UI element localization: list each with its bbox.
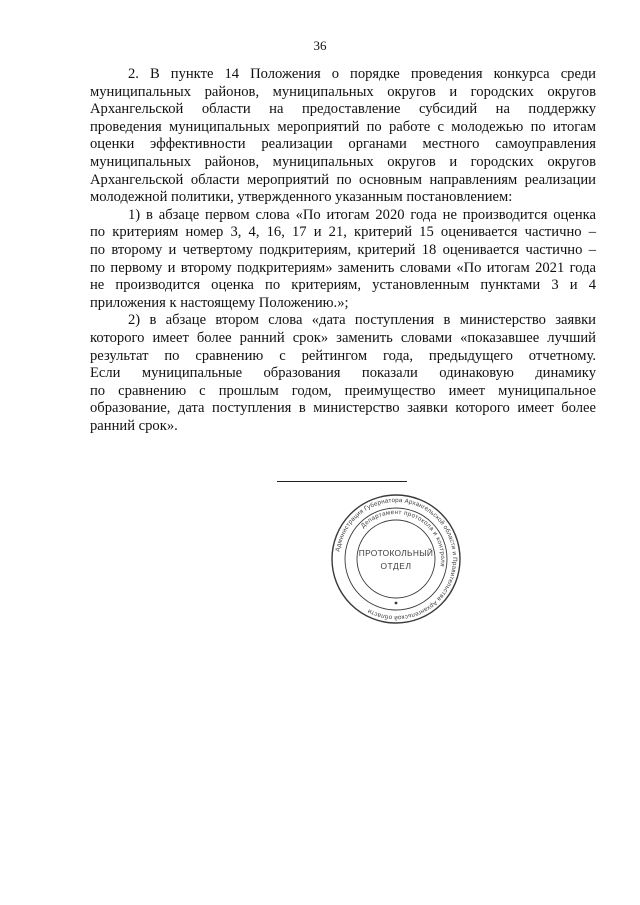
seal-center-text: ОТДЕЛ xyxy=(380,561,412,571)
paragraph-2-line: приложения к настоящему Положению.»; xyxy=(90,294,349,311)
separator-line xyxy=(277,481,407,482)
paragraph-2-line: не производится оценка по критериям, установленным пунктами 3 и 4 xyxy=(90,277,596,294)
paragraph-1-line: муниципальных районов, муниципальных округов и городских округов xyxy=(90,83,596,100)
paragraph-1-line: Архангельской области мероприятий по основным направлениям реализации xyxy=(90,171,596,188)
paragraph-1-line: 2. В пункте 14 Положения о порядке проведения конкурса среди xyxy=(128,66,596,82)
paragraph-1-line: оценки эффективности реализации органами местного самоуправления xyxy=(90,136,596,153)
paragraph-3-line: 2) в абзаце втором слова «дата поступления в министерство заявки xyxy=(128,312,596,329)
seal-outer-text: Администрация Губернатора Архангельской области и Правительства Архангельской области xyxy=(334,496,459,622)
paragraph-3-line: Если муниципальные образования показали одинаковую динамику xyxy=(90,365,596,382)
page-number: 36 xyxy=(313,38,327,53)
paragraph-3-line: которого имеет более ранний срок» заменить словами «показавшее лучший xyxy=(90,329,596,346)
paragraph-2-line: по первому и второму подкритериям» заменить словами «По итогам 2021 года xyxy=(90,259,596,276)
paragraph-1-line: Архангельской области на предоставление субсидий на поддержку xyxy=(90,101,596,118)
seal-center-text: ПРОТОКОЛЬНЫЙ xyxy=(358,548,434,558)
paragraph-1-line: проведения муниципальных мероприятий по работе с молодежью по итогам xyxy=(90,118,596,135)
paragraph-1-line: муниципальных районов, муниципальных округов и городских округов xyxy=(90,153,596,170)
paragraph-2-line: по критериям номер 3, 4, 16, 17 и 21, критерий 15 оценивается частично – xyxy=(90,224,596,241)
official-seal xyxy=(330,493,462,625)
seal-middle-text: Департамент протокола и контроля xyxy=(359,508,447,568)
paragraph-2-line: 1) в абзаце первом слова «По итогам 2020 года не производится оценка xyxy=(128,206,596,223)
seal-dot xyxy=(395,602,398,605)
paragraph-2-line: по второму и четвертому подкритериям, критерий 18 оценивается частично – xyxy=(90,241,596,258)
document-body xyxy=(90,66,596,435)
paragraph-3-line: по сравнению с прошлым годом, преимущество имеет муниципальное xyxy=(90,382,596,399)
seal-middle-ring xyxy=(345,508,447,610)
seal-inner-ring xyxy=(357,520,435,598)
paragraph-3-line: результат по сравнению с рейтингом года, предыдущего отчетному. xyxy=(90,347,596,364)
paragraph-3-line: ранний срок». xyxy=(90,417,178,434)
paragraph-3-line: образование, дата поступления в министерство заявки которого имеет более xyxy=(90,400,596,417)
paragraph-1-line: молодежной политики, утвержденного указанным постановлением: xyxy=(90,189,513,206)
